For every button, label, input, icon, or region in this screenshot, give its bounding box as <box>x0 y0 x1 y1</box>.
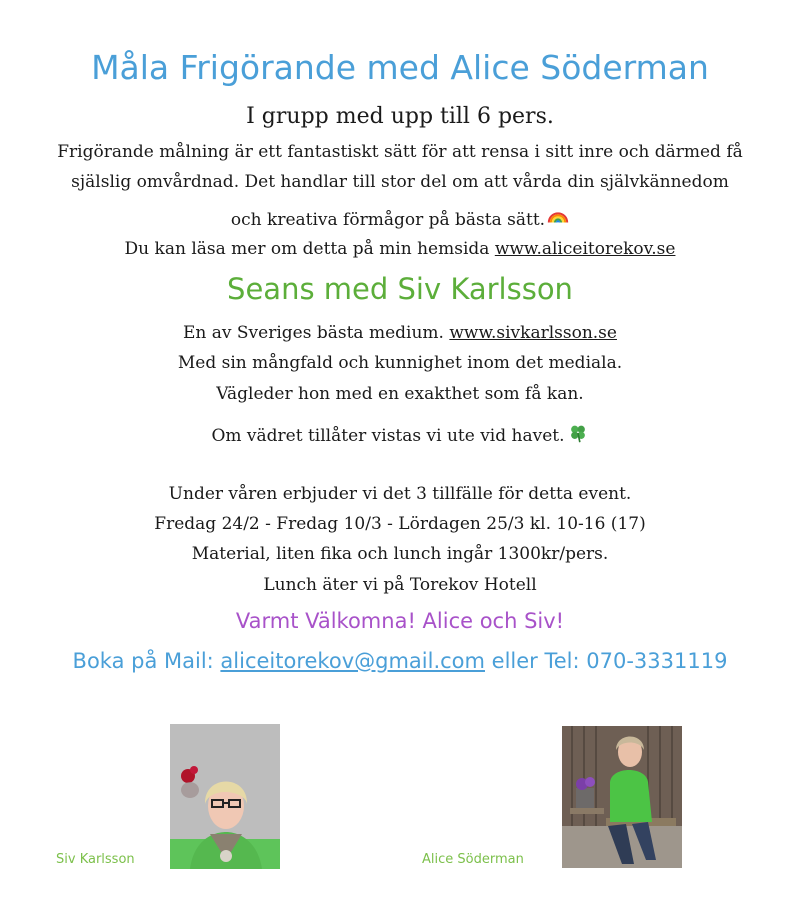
booking-prefix: Boka på Mail: <box>72 649 221 673</box>
booking-email-link[interactable]: aliceitorekov@gmail.com <box>220 649 485 673</box>
seans-line-3: Vägleder hon med en exakthet som få kan. <box>216 384 584 404</box>
seans-title: Seans med Siv Karlsson <box>227 272 573 306</box>
booking-line <box>0 649 800 673</box>
siv-portrait-illustration <box>170 724 280 869</box>
seans-line-4-text: Om vädret tillåter vistas vi ute vid havet. <box>211 426 565 446</box>
intro-line-4 <box>0 239 800 259</box>
event-price: Material, liten fika och lunch ingår 1300kr/pers. <box>191 544 609 564</box>
intro-line-2: själslig omvårdnad. Det handlar till stor del om att vårda din självkännedom <box>71 172 729 192</box>
alice-website-link[interactable]: www.aliceitorekov.se <box>494 239 676 259</box>
group-size-subtitle: I grupp med upp till 6 pers. <box>246 104 554 129</box>
intro-line-1: Frigörande målning är ett fantastiskt sätt för att rensa i sitt inre och därmed få <box>57 142 743 162</box>
siv-website-link[interactable]: www.sivkarlsson.se <box>449 323 617 343</box>
event-dates: Fredag 24/2 - Fredag 10/3 - Lördagen 25/3 kl. 10-16 (17) <box>154 514 646 534</box>
website-text: Du kan läsa mer om detta på min hemsida <box>124 239 495 259</box>
booking-phone: eller Tel: 070-3331119 <box>484 649 728 673</box>
welcome-text: Varmt Välkomna! Alice och Siv! <box>235 609 565 633</box>
four-leaf-clover-icon <box>567 422 589 444</box>
alice-soderman-photo <box>562 726 682 868</box>
intro-line-3-text: och kreativa förmågor på bästa sätt. <box>230 210 546 230</box>
seans-line-1 <box>0 323 800 343</box>
alice-caption: Alice Söderman <box>422 852 524 867</box>
page-title: Måla Frigörande med Alice Söderman <box>91 48 709 87</box>
alice-portrait-illustration <box>562 726 682 868</box>
siv-caption: Siv Karlsson <box>56 852 135 867</box>
seans-line-4 <box>0 422 800 446</box>
rainbow-icon <box>547 206 569 228</box>
event-line-1: Under våren erbjuder vi det 3 tillfälle för detta event. <box>168 484 632 504</box>
seans-line-2: Med sin mångfald och kunnighet inom det mediala. <box>177 353 623 373</box>
seans-line-1-text: En av Sveriges bästa medium. <box>183 323 450 343</box>
intro-line-3 <box>0 206 800 230</box>
siv-karlsson-photo <box>170 724 280 869</box>
event-lunch: Lunch äter vi på Torekov Hotell <box>263 575 537 595</box>
